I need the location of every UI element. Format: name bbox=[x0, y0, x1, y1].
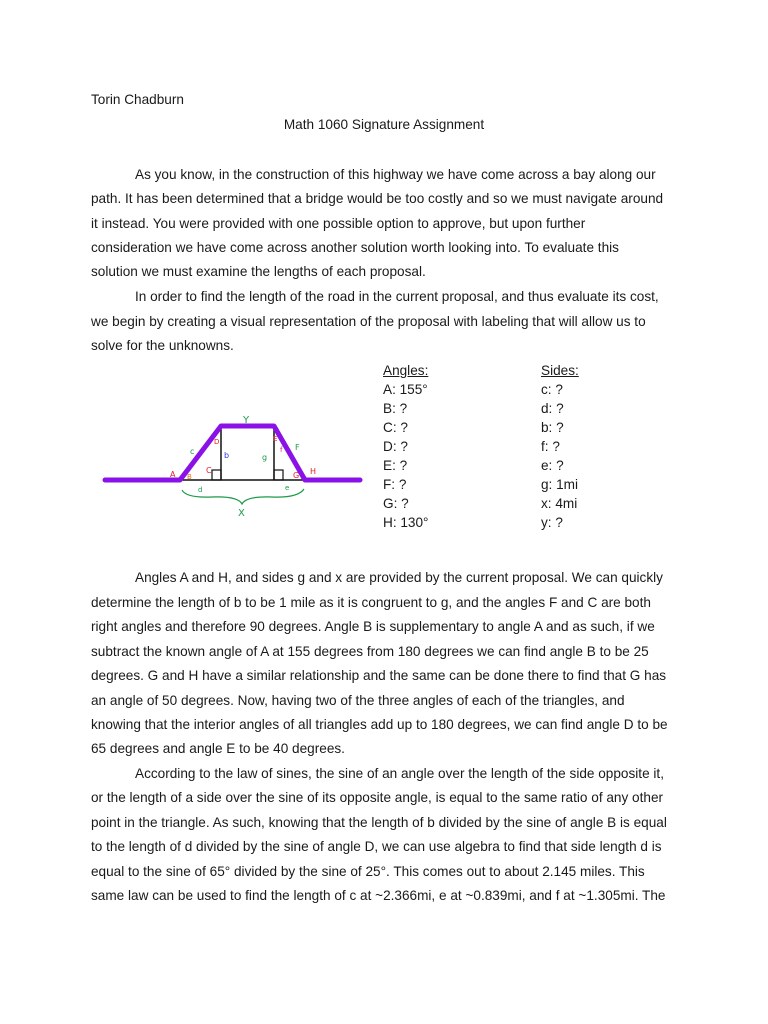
p2-line-2: we begin by creating a visual representation of the proposal with labeling that will allow us to bbox=[91, 314, 646, 329]
label-D: D bbox=[214, 438, 220, 446]
p3-line-7: knowing that the interior angles of all triangles add up to 180 degrees, we can find angle D to be bbox=[91, 717, 668, 732]
p3-line-4: subtract the known angle of A at 155 degrees from 180 degrees we can find angle B to be 25 bbox=[91, 644, 649, 659]
side-row: y: ? bbox=[541, 515, 563, 530]
label-c: c bbox=[190, 447, 195, 456]
label-G: G bbox=[293, 471, 300, 480]
label-f: f bbox=[280, 446, 283, 454]
p4-line-6: same law can be used to find the length of c at ~2.366mi, e at ~0.839mi, and f at ~1.305mi. The bbox=[91, 888, 666, 903]
side-row: d: ? bbox=[541, 401, 564, 416]
label-A: A bbox=[170, 470, 176, 479]
p1-line-1: As you know, in the construction of this highway we have come across a bay along our bbox=[135, 167, 656, 182]
p4-line-1: According to the law of sines, the sine of an angle over the length of the side opposite it, bbox=[135, 766, 664, 781]
label-d: d bbox=[198, 486, 203, 494]
author-name: Torin Chadburn bbox=[91, 92, 184, 107]
label-e: e bbox=[285, 484, 290, 492]
p3-line-3: right angles and therefore 90 degrees. Angle B is supplementary to angle A and as such, if we bbox=[91, 619, 655, 634]
label-H: H bbox=[310, 467, 317, 476]
p1-line-5: solution we must examine the lengths of each proposal. bbox=[91, 264, 426, 279]
p3-line-8: 65 degrees and angle E to be 40 degrees. bbox=[91, 741, 345, 756]
label-E: E bbox=[273, 435, 278, 443]
right-angle-c bbox=[212, 470, 221, 480]
road-diagram bbox=[100, 412, 365, 522]
label-C: C bbox=[206, 466, 212, 475]
p2-line-3: solve for the unknowns. bbox=[91, 338, 234, 353]
p1-line-2: path. It has been determined that a bridge would be too costly and so we must navigate around bbox=[91, 191, 664, 206]
p1-line-4: consideration we have come across another solution worth looking into. To evaluate this bbox=[91, 240, 619, 255]
document-title: Math 1060 Signature Assignment bbox=[283, 117, 485, 132]
angle-row: A: 155° bbox=[383, 382, 428, 397]
label-y: Y bbox=[243, 415, 250, 426]
p2-line-1: In order to find the length of the road in the current proposal, and thus evaluate its cost, bbox=[135, 289, 659, 304]
angle-row: F: ? bbox=[383, 477, 407, 492]
p3-line-2: determine the length of b to be 1 mile as it is congruent to g, and the angles F and C are both bbox=[91, 595, 651, 610]
angle-row: B: ? bbox=[383, 401, 408, 416]
p3-line-6: an angle of 50 degrees. Now, having two of the three angles of each of the triangles, and bbox=[91, 693, 625, 708]
label-F: F bbox=[295, 443, 300, 452]
label-B: B bbox=[187, 473, 192, 481]
side-row: x: 4mi bbox=[541, 496, 578, 511]
right-angle-f bbox=[274, 470, 283, 480]
angle-row: G: ? bbox=[383, 496, 409, 511]
side-row: g: 1mi bbox=[541, 477, 579, 492]
angle-row: H: 130° bbox=[383, 515, 429, 530]
p4-line-2: or the length of a side over the sine of its opposite angle, is equal to the same ratio of any other bbox=[91, 790, 664, 805]
label-x: X bbox=[238, 508, 245, 519]
p3-line-5: degrees. G and H have a similar relationship and the same can be done there to find that G has bbox=[91, 668, 667, 683]
angles-header: Angles: bbox=[383, 363, 429, 378]
side-row: e: ? bbox=[541, 458, 564, 473]
road-path bbox=[105, 426, 360, 480]
p4-line-5: equal to the sine of 65° divided by the sine of 25°. This comes out to about 2.145 miles. This bbox=[91, 864, 645, 879]
p3-line-1: Angles A and H, and sides g and x are provided by the current proposal. We can quickly bbox=[135, 570, 663, 585]
angle-row: E: ? bbox=[383, 458, 408, 473]
side-row: b: ? bbox=[541, 420, 564, 435]
angle-row: D: ? bbox=[383, 439, 408, 454]
label-g: g bbox=[262, 453, 268, 462]
side-row: f: ? bbox=[541, 439, 560, 454]
side-row: c: ? bbox=[541, 382, 563, 397]
angle-row: C: ? bbox=[383, 420, 408, 435]
p4-line-4: to the length of d divided by the sine of angle D, we can use algebra to find that side length d is bbox=[91, 839, 662, 854]
p4-line-3: point in the triangle. As such, knowing that the length of b divided by the sine of angle B is equal bbox=[91, 815, 667, 830]
sides-header: Sides: bbox=[541, 363, 579, 378]
p1-line-3: it instead. You were provided with one possible option to approve, but upon further bbox=[91, 216, 586, 231]
label-b: b bbox=[224, 451, 230, 460]
